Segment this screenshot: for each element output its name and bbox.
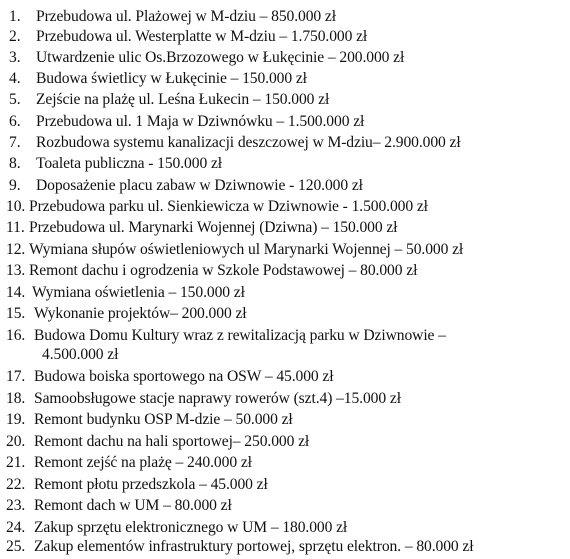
item-number: 5. <box>9 91 21 108</box>
item-text: Doposażenie placu zabaw w Dziwnowie - 120.000 zł <box>36 177 363 194</box>
item-text: Zejście na plażę ul. Leśna Łukecin – 150.000 zł <box>36 91 330 108</box>
item-number: 17. <box>6 368 26 385</box>
list-item-10 <box>6 197 428 216</box>
item-number: 13. <box>6 262 26 279</box>
item-text: Remont dachu i ogrodzenia w Szkole Podstawowej – 80.000 zł <box>29 262 418 279</box>
item-text: Remont budynku OSP M-dzie – 50.000 zł <box>34 411 293 428</box>
item-text: Przebudowa ul. 1 Maja w Dziwnówku – 1.500.000 zł <box>36 113 365 130</box>
list-item-15 <box>6 304 247 323</box>
item-number: 2. <box>9 28 21 45</box>
list-item-22 <box>6 475 268 494</box>
item-text: Toaleta publiczna - 150.000 zł <box>36 155 222 172</box>
list-item-9 <box>9 176 363 195</box>
item-number: 3. <box>9 49 21 66</box>
list-item-23 <box>6 496 232 515</box>
item-text: Zakup elementów infrastruktury portowej, sprzętu elektron. – 80.000 zł <box>34 538 474 555</box>
item-text: Zakup sprzętu elektronicznego w UM – 180.000 zł <box>34 519 348 536</box>
item-text: Przebudowa ul. Marynarki Wojennej (Dziwna) – 150.000 zł <box>29 219 398 236</box>
list-item-6 <box>9 112 364 131</box>
list-item-21 <box>6 453 252 472</box>
item-number: 12. <box>6 241 26 258</box>
list-item-14 <box>6 283 245 302</box>
list-item-20 <box>6 432 309 451</box>
list-item-13 <box>6 261 417 280</box>
list-item-7 <box>9 133 461 152</box>
list-item-12 <box>6 240 463 259</box>
item-text: Remont płotu przedszkola – 45.000 zł <box>34 476 268 493</box>
item-text: Wymiana oświetlenia – 150.000 zł <box>32 284 245 301</box>
item-text: Wymiana słupów oświetleniowych ul Marynarki Wojennej – 50.000 zł <box>29 241 464 258</box>
item-text: Remont dach w UM – 80.000 zł <box>34 497 232 514</box>
item-number: 25. <box>6 538 26 555</box>
item-number: 8. <box>9 155 21 172</box>
item-text: Remont zejść na plażę – 240.000 zł <box>34 454 252 471</box>
item-text: Samoobsługowe stacje naprawy rowerów (szt.4) –15.000 zł <box>34 390 401 407</box>
item-number: 24. <box>6 519 26 536</box>
item-number: 7. <box>9 134 21 151</box>
item-number: 4. <box>9 70 21 87</box>
item-number: 10. <box>6 198 26 215</box>
list-item-5 <box>9 90 329 109</box>
list-item-17 <box>6 367 333 386</box>
list-item-1 <box>9 7 336 26</box>
list-item-16-continuation: 4.500.000 zł <box>42 346 119 363</box>
item-number: 6. <box>9 113 21 130</box>
item-number: 9. <box>9 177 21 194</box>
item-text: Budowa Domu Kultury wraz z rewitalizacją parku w Dziwnowie – <box>34 327 446 344</box>
list-item-8 <box>9 154 222 173</box>
item-number: 21. <box>6 454 26 471</box>
item-number: 23. <box>6 497 26 514</box>
item-number: 15. <box>6 305 26 322</box>
item-text: Przebudowa parku ul. Sienkiewicza w Dziwnowie - 1.500.000 zł <box>29 198 428 215</box>
item-number: 11. <box>6 219 25 236</box>
item-text: Rozbudowa systemu kanalizacji deszczowej w M-dziu– 2.900.000 zł <box>36 134 461 151</box>
list-item-2 <box>9 27 367 46</box>
item-text: Budowa świetlicy w Łukęcinie – 150.000 zł <box>36 70 307 87</box>
list-item-16 <box>6 326 446 345</box>
item-text: Budowa boiska sportowego na OSW – 45.000 zł <box>34 368 334 385</box>
list-item-18 <box>6 389 401 408</box>
list-item-4 <box>9 69 307 88</box>
item-number: 16. <box>6 327 26 344</box>
item-number: 22. <box>6 476 26 493</box>
item-text: Przebudowa ul. Plażowej w M-dziu – 850.000 zł <box>36 8 336 25</box>
item-number: 18. <box>6 390 26 407</box>
item-text: Przebudowa ul. Westerplatte w M-dziu – 1.750.000 zł <box>36 28 368 45</box>
item-number: 20. <box>6 433 26 450</box>
list-item-11 <box>6 218 397 237</box>
list-item-3 <box>9 48 404 67</box>
item-number: 19. <box>6 411 26 428</box>
item-number: 14. <box>6 284 26 301</box>
item-number: 1. <box>9 8 21 25</box>
list-item-24 <box>6 518 347 537</box>
item-text: Utwardzenie ulic Os.Brzozowego w Łukęcinie – 200.000 zł <box>36 49 405 66</box>
list-item-19 <box>6 410 293 429</box>
item-text: Remont dachu na hali sportowej– 250.000 zł <box>34 433 310 450</box>
list-item-25 <box>6 537 473 556</box>
item-text: Wykonanie projektów– 200.000 zł <box>34 305 247 322</box>
